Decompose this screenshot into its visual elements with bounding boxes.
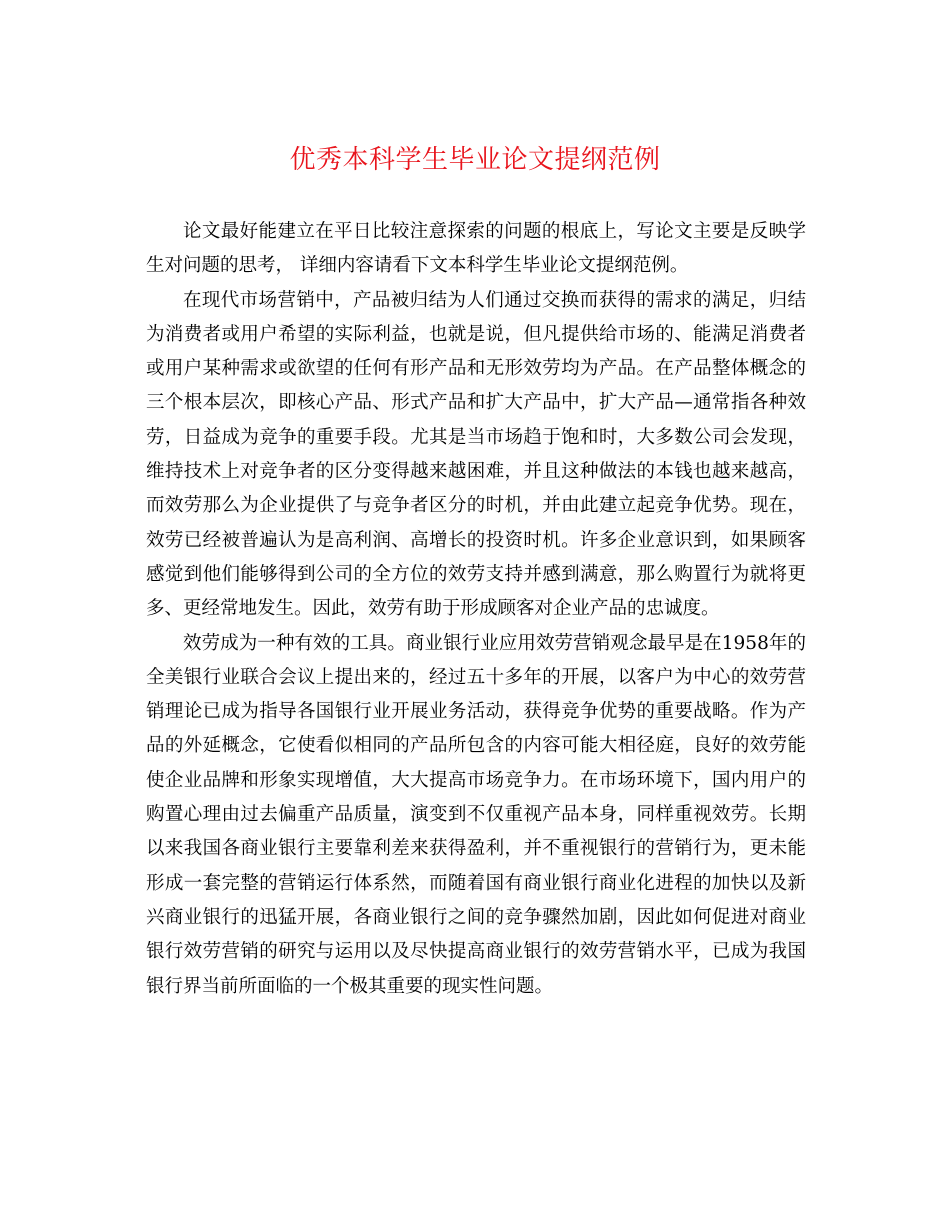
paragraph-product-service: 在现代市场营销中，产品被归结为人们通过交换而获得的需求的满足，归结为消费者或用户希望的实际利益，也就是说，但凡提供给市场的、能满足消费者或用户某种需求或欲望的任何有形产品和无形效劳均为产品。在产品整体概念的三个根本层次，即核心产品、形式产品和扩大产品中，扩大产品—通常指各种效劳，日益成为竞争的重要手段。尤其是当市场趋于饱和时，大多数公司会发现，维持技术上对竞争者的区分变得越来越困难，并且这种做法的本钱也越来越高，而效劳那么为企业提供了与竞争者区分的时机，并由此建立起竞争优势。现在，效劳已经被普遍认为是高利润、高增长的投资时机。许多企业意识到，如果顾客感觉到他们能够得到公司的全方位的效劳支持并感到满意，那么购置行为就将更多、更经常地发生。因此，效劳有助于形成顾客对企业产品的忠诚度。 — [146, 289, 806, 620]
document-body — [146, 215, 806, 1004]
paragraph-bank-service-marketing: 效劳成为一种有效的工具。商业银行业应用效劳营销观念最早是在1958年的全美银行业联合会议上提出来的，经过五十多年的开展，以客户为中心的效劳营销理论已成为指导各国银行业开展业务活动，获得竞争优势的重要战略。作为产品的外延概念，它使看似相同的产品所包含的内容可能大相径庭，良好的效劳能使企业品牌和形象实现增值，大大提高市场竞争力。在市场环境下，国内用户的购置心理由过去偏重产品质量，演变到不仅重视产品本身，同样重视效劳。长期以来我国各商业银行主要靠利差来获得盈利，并不重视银行的营销行为，更未能形成一套完整的营销运行体系然，而随着国有商业银行商业化进程的加快以及新兴商业银行的迅猛开展，各商业银行之间的竞争骤然加剧，因此如何促进对商业银行效劳营销的研究与运用以及尽快提高商业银行的效劳营销水平，已成为我国银行界当前所面临的一个极其重要的现实性问题。 — [146, 632, 806, 997]
document-title: 优秀本科学生毕业论文提纲范例 — [289, 145, 661, 175]
paragraph-intro: 论文最好能建立在平日比较注意探索的问题的根底上，写论文主要是反映学生对问题的思考， 详细内容请看下文本科学生毕业论文提纲范例。 — [146, 221, 806, 277]
